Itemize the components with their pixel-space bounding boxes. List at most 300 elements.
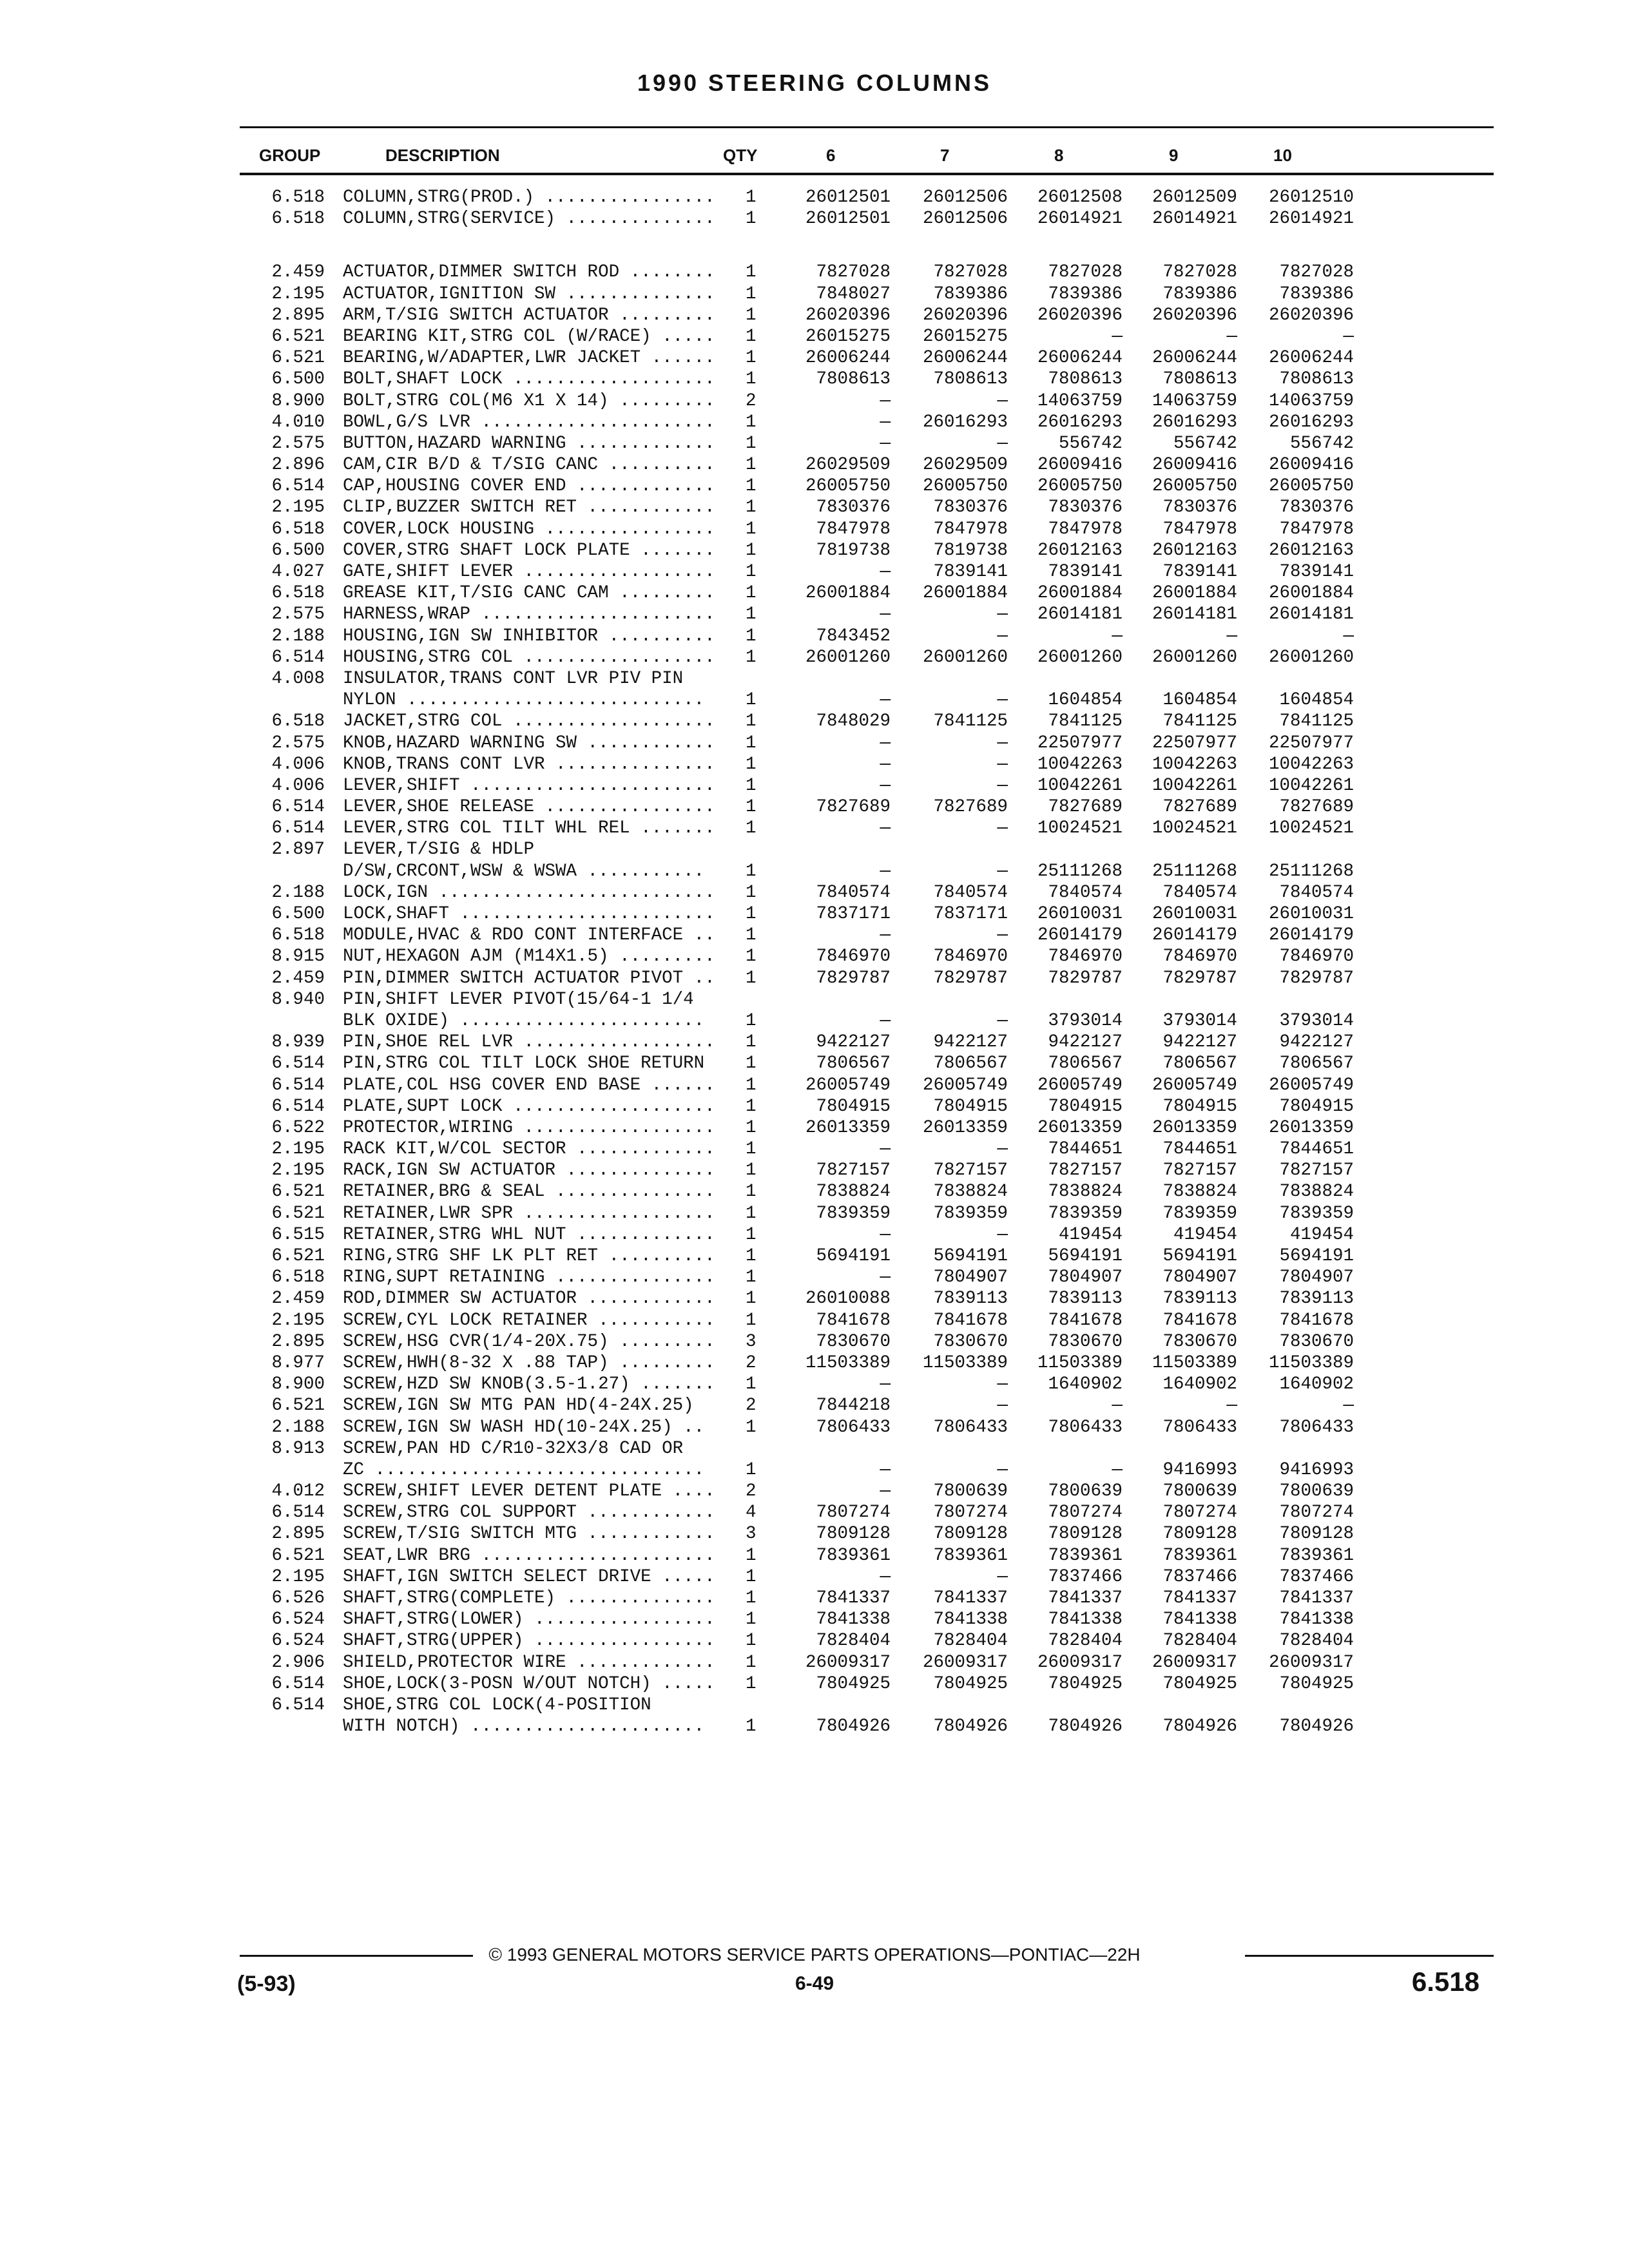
- cell-col-6: 7804915: [816, 1096, 891, 1117]
- cell-col-9: 7830376: [1162, 497, 1237, 518]
- cell-col-8: 7804915: [1048, 1096, 1123, 1117]
- cell-col-6: 11503389: [805, 1352, 891, 1373]
- header-col-6: 6: [826, 146, 836, 165]
- cell-col-8: 7841337: [1048, 1588, 1123, 1608]
- cell-description: COVER,STRG SHAFT LOCK PLATE .......: [343, 540, 715, 561]
- cell-col-7: 7800639: [933, 1481, 1008, 1502]
- cell-qty: 1: [746, 797, 757, 818]
- cell-group: 2.195: [271, 1310, 325, 1331]
- cell-description: RETAINER,STRG WHL NUT .............: [343, 1224, 715, 1245]
- cell-description: HARNESS,WRAP ......................: [343, 604, 715, 625]
- cell-qty: 1: [746, 1267, 757, 1288]
- table-row: [0, 818, 1629, 839]
- cell-col-10: 7807274: [1279, 1503, 1354, 1523]
- cell-description: SCREW,IGN SW WASH HD(10-24X.25) ..: [343, 1417, 705, 1437]
- cell-group: 6.514: [271, 1503, 325, 1523]
- cell-col-8: 7806433: [1048, 1417, 1123, 1437]
- cell-col-7: —: [997, 1139, 1008, 1160]
- cell-col-7: —: [997, 1224, 1008, 1245]
- cell-group: 6.514: [271, 1695, 325, 1715]
- cell-col-9: —: [1226, 1396, 1237, 1416]
- cell-col-9: 7804925: [1162, 1673, 1237, 1694]
- table-row: [0, 1310, 1629, 1331]
- cell-group: 2.195: [271, 1139, 325, 1160]
- cell-col-7: 26001260: [922, 647, 1008, 668]
- table-row: [0, 1716, 1629, 1737]
- cell-col-6: 26001884: [805, 583, 891, 604]
- cell-col-9: 7841125: [1162, 711, 1237, 732]
- cell-col-8: 7827689: [1048, 797, 1123, 818]
- cell-col-8: 7837466: [1048, 1566, 1123, 1587]
- cell-col-6: 26020396: [805, 305, 891, 325]
- cell-col-7: 7839361: [933, 1545, 1008, 1566]
- cell-qty: 1: [746, 1032, 757, 1053]
- cell-col-8: 26014921: [1037, 209, 1123, 229]
- cell-col-10: 7829787: [1279, 968, 1354, 988]
- cell-group: 2.195: [271, 1566, 325, 1587]
- cell-col-8: 22507977: [1037, 733, 1123, 753]
- cell-group: 2.195: [271, 284, 325, 304]
- cell-group: 6.526: [271, 1588, 325, 1608]
- cell-col-8: 7804907: [1048, 1267, 1123, 1288]
- cell-col-10: 7839141: [1279, 562, 1354, 582]
- cell-col-10: 14063759: [1268, 390, 1354, 411]
- cell-col-8: 25111268: [1037, 861, 1123, 881]
- cell-group: 6.524: [271, 1631, 325, 1651]
- cell-qty: 1: [746, 1010, 757, 1031]
- cell-group: 6.514: [271, 1075, 325, 1095]
- cell-col-7: —: [997, 818, 1008, 839]
- cell-col-6: —: [880, 1139, 891, 1160]
- cell-col-6: —: [880, 754, 891, 774]
- cell-qty: 1: [746, 1545, 757, 1566]
- cell-col-8: 7804925: [1048, 1673, 1123, 1694]
- cell-description: BLK OXIDE) .......................: [343, 1010, 705, 1031]
- cell-col-10: —: [1343, 326, 1354, 347]
- table-row: [0, 582, 1629, 604]
- cell-description: LEVER,STRG COL TILT WHL REL .......: [343, 818, 715, 839]
- cell-description: BOLT,SHAFT LOCK ...................: [343, 369, 715, 390]
- cell-col-9: 7839113: [1162, 1289, 1237, 1309]
- cell-col-7: 7841678: [933, 1310, 1008, 1331]
- cell-col-10: 26010031: [1268, 904, 1354, 924]
- cell-col-10: —: [1343, 626, 1354, 646]
- cell-col-7: 7804907: [933, 1267, 1008, 1288]
- cell-group: 2.459: [271, 1289, 325, 1309]
- cell-col-9: 7839386: [1162, 284, 1237, 304]
- cell-col-10: 7827157: [1279, 1160, 1354, 1181]
- cell-col-7: 9422127: [933, 1032, 1008, 1053]
- cell-description: BOLT,STRG COL(M6 X1 X 14) .........: [343, 390, 715, 411]
- cell-description: CAP,HOUSING COVER END .............: [343, 476, 715, 497]
- cell-col-8: 7839361: [1048, 1545, 1123, 1566]
- cell-col-6: 7846970: [816, 947, 891, 967]
- cell-col-8: 556742: [1058, 433, 1123, 454]
- cell-group: 6.514: [271, 1673, 325, 1694]
- table-row: [0, 390, 1629, 412]
- cell-col-7: 7807274: [933, 1503, 1008, 1523]
- cell-qty: 1: [746, 1160, 757, 1181]
- cell-col-8: 7841338: [1048, 1610, 1123, 1630]
- cell-col-7: —: [997, 604, 1008, 625]
- cell-description: HOUSING,STRG COL ..................: [343, 647, 715, 668]
- cell-col-6: 7839359: [816, 1203, 891, 1224]
- table-row: [0, 433, 1629, 454]
- cell-col-9: 7804907: [1162, 1267, 1237, 1288]
- cell-description: BOWL,G/S LVR ......................: [343, 412, 715, 432]
- cell-description: HOUSING,IGN SW INHIBITOR ..........: [343, 626, 715, 646]
- cell-group: 6.514: [271, 1053, 325, 1074]
- cell-col-8: 1640902: [1048, 1374, 1123, 1395]
- cell-col-9: 14063759: [1152, 390, 1237, 411]
- cell-col-10: 26014179: [1268, 925, 1354, 946]
- cell-col-10: 7844651: [1279, 1139, 1354, 1160]
- cell-col-6: —: [880, 1010, 891, 1031]
- cell-col-10: 7809128: [1279, 1524, 1354, 1544]
- cell-description: PIN,SHOE REL LVR ..................: [343, 1032, 715, 1053]
- table-row: [0, 775, 1629, 796]
- cell-col-7: 7839141: [933, 562, 1008, 582]
- cell-col-9: 26014179: [1152, 925, 1237, 946]
- cell-col-10: 10042261: [1268, 775, 1354, 796]
- cell-qty: 1: [746, 1631, 757, 1651]
- cell-col-9: 26013359: [1152, 1117, 1237, 1138]
- cell-col-7: 7806433: [933, 1417, 1008, 1437]
- cell-col-10: 10024521: [1268, 818, 1354, 839]
- cell-col-9: 26001260: [1152, 647, 1237, 668]
- table-row: [0, 1630, 1629, 1651]
- table-row: [0, 1010, 1629, 1032]
- cell-col-10: 419454: [1289, 1224, 1354, 1245]
- table-row: [0, 882, 1629, 903]
- cell-col-6: 26012501: [805, 187, 891, 207]
- cell-group: 6.518: [271, 519, 325, 539]
- cell-description: RING,STRG SHF LK PLT RET ..........: [343, 1246, 715, 1266]
- cell-description: PIN,DIMMER SWITCH ACTUATOR PIVOT ..: [343, 968, 715, 988]
- table-row: [0, 1224, 1629, 1245]
- cell-description: SCREW,SHIFT LEVER DETENT PLATE ....: [343, 1481, 715, 1502]
- cell-col-7: 26015275: [922, 326, 1008, 347]
- cell-col-6: 26010088: [805, 1289, 891, 1309]
- cell-col-6: —: [880, 1374, 891, 1395]
- cell-col-6: 7838824: [816, 1182, 891, 1202]
- cell-col-6: 26005749: [805, 1075, 891, 1095]
- cell-group: 8.915: [271, 947, 325, 967]
- cell-col-7: 7827028: [933, 262, 1008, 283]
- cell-group: 6.521: [271, 1182, 325, 1202]
- cell-col-7: —: [997, 1566, 1008, 1587]
- cell-col-7: —: [997, 1459, 1008, 1480]
- cell-col-8: 7846970: [1048, 947, 1123, 967]
- cell-description: D/SW,CRCONT,WSW & WSWA ...........: [343, 861, 705, 881]
- cell-col-8: 11503389: [1037, 1352, 1123, 1373]
- cell-qty: 1: [746, 1117, 757, 1138]
- cell-col-8: 7809128: [1048, 1524, 1123, 1544]
- header-bottom-rule: [240, 173, 1494, 175]
- cell-col-9: 10042261: [1152, 775, 1237, 796]
- cell-col-10: 7828404: [1279, 1631, 1354, 1651]
- cell-group: 6.515: [271, 1224, 325, 1245]
- cell-col-10: 26012163: [1268, 540, 1354, 561]
- cell-qty: 3: [746, 1331, 757, 1352]
- cell-group: 6.514: [271, 797, 325, 818]
- cell-description: CLIP,BUZZER SWITCH RET ............: [343, 497, 715, 518]
- table-row: [0, 989, 1629, 1010]
- cell-group: 4.006: [271, 754, 325, 774]
- cell-col-7: 7804915: [933, 1096, 1008, 1117]
- table-row: [0, 733, 1629, 754]
- cell-col-7: —: [997, 690, 1008, 711]
- cell-col-8: 3793014: [1048, 1010, 1123, 1031]
- header-col-8: 8: [1054, 146, 1064, 165]
- table-row: [0, 1096, 1629, 1117]
- cell-col-9: 9422127: [1162, 1032, 1237, 1053]
- footer-copyright: © 1993 GENERAL MOTORS SERVICE PARTS OPERATIONS—PONTIAC—22H: [488, 1945, 1141, 1965]
- table-row: [0, 1053, 1629, 1074]
- cell-group: 6.521: [271, 348, 325, 369]
- cell-description: LEVER,T/SIG & HDLP: [343, 840, 535, 860]
- cell-col-8: 26012508: [1037, 187, 1123, 207]
- cell-col-10: 7827028: [1279, 262, 1354, 283]
- footer-rule-right: [1245, 1955, 1494, 1957]
- cell-description: PLATE,COL HSG COVER END BASE ......: [343, 1075, 715, 1095]
- cell-col-8: 26006244: [1037, 348, 1123, 369]
- cell-col-9: 556742: [1173, 433, 1237, 454]
- cell-qty: 1: [746, 1417, 757, 1437]
- table-row: [0, 1545, 1629, 1566]
- cell-col-9: 7827689: [1162, 797, 1237, 818]
- cell-col-8: 26020396: [1037, 305, 1123, 325]
- cell-group: 4.006: [271, 775, 325, 796]
- row-spacer: [0, 229, 1629, 262]
- cell-col-7: 7808613: [933, 369, 1008, 390]
- cell-col-10: 7838824: [1279, 1182, 1354, 1202]
- cell-col-10: 26012510: [1268, 187, 1354, 207]
- cell-col-9: 7809128: [1162, 1524, 1237, 1544]
- cell-col-10: 22507977: [1268, 733, 1354, 753]
- cell-col-9: 26005749: [1152, 1075, 1237, 1095]
- cell-group: 2.459: [271, 262, 325, 283]
- cell-qty: 1: [746, 947, 757, 967]
- cell-qty: 1: [746, 305, 757, 325]
- cell-col-7: 7839386: [933, 284, 1008, 304]
- cell-col-10: 7839359: [1279, 1203, 1354, 1224]
- cell-qty: 1: [746, 562, 757, 582]
- cell-col-9: 7830670: [1162, 1331, 1237, 1352]
- cell-col-6: 7848029: [816, 711, 891, 732]
- cell-description: SHAFT,STRG(UPPER) .................: [343, 1631, 715, 1651]
- cell-qty: 1: [746, 1588, 757, 1608]
- cell-col-7: 7841337: [933, 1588, 1008, 1608]
- cell-col-10: 7808613: [1279, 369, 1354, 390]
- cell-col-10: 7839113: [1279, 1289, 1354, 1309]
- cell-col-8: 26014181: [1037, 604, 1123, 625]
- cell-col-9: 7840574: [1162, 882, 1237, 903]
- cell-qty: 1: [746, 1053, 757, 1074]
- cell-group: 6.521: [271, 1203, 325, 1224]
- cell-group: 6.521: [271, 1396, 325, 1416]
- cell-col-6: 7827028: [816, 262, 891, 283]
- cell-group: 2.575: [271, 733, 325, 753]
- table-row: [0, 796, 1629, 818]
- cell-col-7: 7819738: [933, 540, 1008, 561]
- cell-col-6: 7841337: [816, 1588, 891, 1608]
- cell-col-8: 26012163: [1037, 540, 1123, 561]
- cell-group: 2.575: [271, 604, 325, 625]
- cell-group: 6.518: [271, 187, 325, 207]
- cell-group: 6.521: [271, 326, 325, 347]
- cell-col-10: 26005750: [1268, 476, 1354, 497]
- cell-description: ACTUATOR,IGNITION SW ..............: [343, 284, 715, 304]
- table-row: [0, 903, 1629, 925]
- cell-col-8: 26016293: [1037, 412, 1123, 432]
- cell-col-10: 3793014: [1279, 1010, 1354, 1031]
- cell-description: BEARING,W/ADAPTER,LWR JACKET ......: [343, 348, 715, 369]
- table-row: [0, 412, 1629, 433]
- cell-qty: 1: [746, 583, 757, 604]
- cell-col-10: 7806433: [1279, 1417, 1354, 1437]
- cell-group: 6.522: [271, 1117, 325, 1138]
- cell-col-7: —: [997, 390, 1008, 411]
- cell-col-6: 7806567: [816, 1053, 891, 1074]
- cell-description: ARM,T/SIG SWITCH ACTUATOR .........: [343, 305, 715, 325]
- cell-qty: 1: [746, 690, 757, 711]
- cell-col-9: 26012509: [1152, 187, 1237, 207]
- cell-description: WITH NOTCH) ......................: [343, 1716, 705, 1737]
- table-row: [0, 604, 1629, 625]
- cell-col-8: 7827157: [1048, 1160, 1123, 1181]
- cell-col-6: 7844218: [816, 1396, 891, 1416]
- cell-description: SHAFT,STRG(LOWER) .................: [343, 1610, 715, 1630]
- cell-group: 2.906: [271, 1652, 325, 1673]
- cell-col-9: 419454: [1173, 1224, 1237, 1245]
- cell-qty: 1: [746, 1182, 757, 1202]
- cell-description: PROTECTOR,WIRING ..................: [343, 1117, 715, 1138]
- cell-col-7: 26001884: [922, 583, 1008, 604]
- cell-col-8: 7847978: [1048, 519, 1123, 539]
- cell-qty: 1: [746, 733, 757, 753]
- cell-qty: 1: [746, 1075, 757, 1095]
- cell-col-8: 7800639: [1048, 1481, 1123, 1502]
- cell-description: SCREW,CYL LOCK RETAINER ...........: [343, 1310, 715, 1331]
- cell-qty: 1: [746, 348, 757, 369]
- cell-col-8: —: [1112, 1396, 1123, 1416]
- cell-group: 6.500: [271, 904, 325, 924]
- cell-group: 8.940: [271, 989, 325, 1010]
- cell-col-8: 26001260: [1037, 647, 1123, 668]
- cell-col-8: 7839113: [1048, 1289, 1123, 1309]
- cell-col-7: 26012506: [922, 187, 1008, 207]
- cell-col-9: 7841337: [1162, 1588, 1237, 1608]
- cell-group: 2.575: [271, 433, 325, 454]
- cell-group: 8.900: [271, 1374, 325, 1395]
- cell-col-6: —: [880, 690, 891, 711]
- cell-col-7: —: [997, 433, 1008, 454]
- cell-col-6: 7809128: [816, 1524, 891, 1544]
- cell-col-8: 7838824: [1048, 1182, 1123, 1202]
- cell-col-6: 7806433: [816, 1417, 891, 1437]
- cell-group: 6.518: [271, 1267, 325, 1288]
- cell-group: 2.897: [271, 840, 325, 860]
- cell-col-7: —: [997, 754, 1008, 774]
- cell-col-9: 7841338: [1162, 1610, 1237, 1630]
- cell-group: 4.027: [271, 562, 325, 582]
- cell-col-6: 7848027: [816, 284, 891, 304]
- cell-col-10: 7841338: [1279, 1610, 1354, 1630]
- cell-description: RING,SUPT RETAINING ...............: [343, 1267, 715, 1288]
- cell-col-8: 26010031: [1037, 904, 1123, 924]
- table-row: [0, 347, 1629, 369]
- cell-col-9: 7828404: [1162, 1631, 1237, 1651]
- cell-col-9: 7827157: [1162, 1160, 1237, 1181]
- cell-description: LEVER,SHIFT .......................: [343, 775, 715, 796]
- cell-description: LOCK,SHAFT ........................: [343, 904, 715, 924]
- table-row: [0, 1352, 1629, 1374]
- cell-col-6: 26013359: [805, 1117, 891, 1138]
- cell-qty: 1: [746, 1289, 757, 1309]
- cell-col-7: 26020396: [922, 305, 1008, 325]
- cell-col-9: 26014921: [1152, 209, 1237, 229]
- cell-col-9: 1640902: [1162, 1374, 1237, 1395]
- cell-col-6: 26015275: [805, 326, 891, 347]
- cell-col-6: —: [880, 1459, 891, 1480]
- cell-qty: 1: [746, 1610, 757, 1630]
- cell-col-9: 5694191: [1162, 1246, 1237, 1266]
- table-row: [0, 497, 1629, 518]
- cell-col-10: 26005749: [1268, 1075, 1354, 1095]
- cell-group: 2.895: [271, 1524, 325, 1544]
- cell-qty: 1: [746, 497, 757, 518]
- table-row: [0, 1331, 1629, 1352]
- cell-col-7: 7846970: [933, 947, 1008, 967]
- table-row: [0, 689, 1629, 711]
- cell-col-7: 26029509: [922, 455, 1008, 476]
- cell-col-10: 7837466: [1279, 1566, 1354, 1587]
- cell-group: 2.188: [271, 626, 325, 646]
- table-row: [0, 1160, 1629, 1181]
- cell-col-10: 7841337: [1279, 1588, 1354, 1608]
- cell-col-9: 7807274: [1162, 1503, 1237, 1523]
- cell-group: 6.521: [271, 1246, 325, 1266]
- cell-col-10: 26016293: [1268, 412, 1354, 432]
- cell-col-9: 26009317: [1152, 1652, 1237, 1673]
- cell-col-8: 7844651: [1048, 1139, 1123, 1160]
- cell-col-10: 26014921: [1268, 209, 1354, 229]
- cell-col-8: 7804926: [1048, 1716, 1123, 1737]
- table-row: [0, 1502, 1629, 1523]
- cell-qty: 1: [746, 540, 757, 561]
- cell-col-8: 26009317: [1037, 1652, 1123, 1673]
- cell-col-10: 9422127: [1279, 1032, 1354, 1053]
- cell-col-10: 26020396: [1268, 305, 1354, 325]
- cell-group: 6.514: [271, 818, 325, 839]
- cell-col-10: 7800639: [1279, 1481, 1354, 1502]
- cell-col-8: 7827028: [1048, 262, 1123, 283]
- cell-col-7: 7809128: [933, 1524, 1008, 1544]
- cell-group: 2.195: [271, 497, 325, 518]
- cell-col-9: 7829787: [1162, 968, 1237, 988]
- cell-description: KNOB,TRANS CONT LVR ...............: [343, 754, 715, 774]
- cell-col-8: 7830670: [1048, 1331, 1123, 1352]
- cell-description: SCREW,STRG COL SUPPORT ............: [343, 1503, 715, 1523]
- cell-col-7: —: [997, 626, 1008, 646]
- cell-col-10: 7839361: [1279, 1545, 1354, 1566]
- cell-col-9: 7838824: [1162, 1182, 1237, 1202]
- cell-col-10: 7847978: [1279, 519, 1354, 539]
- cell-group: 6.518: [271, 711, 325, 732]
- cell-col-10: 7804907: [1279, 1267, 1354, 1288]
- cell-col-6: —: [880, 818, 891, 839]
